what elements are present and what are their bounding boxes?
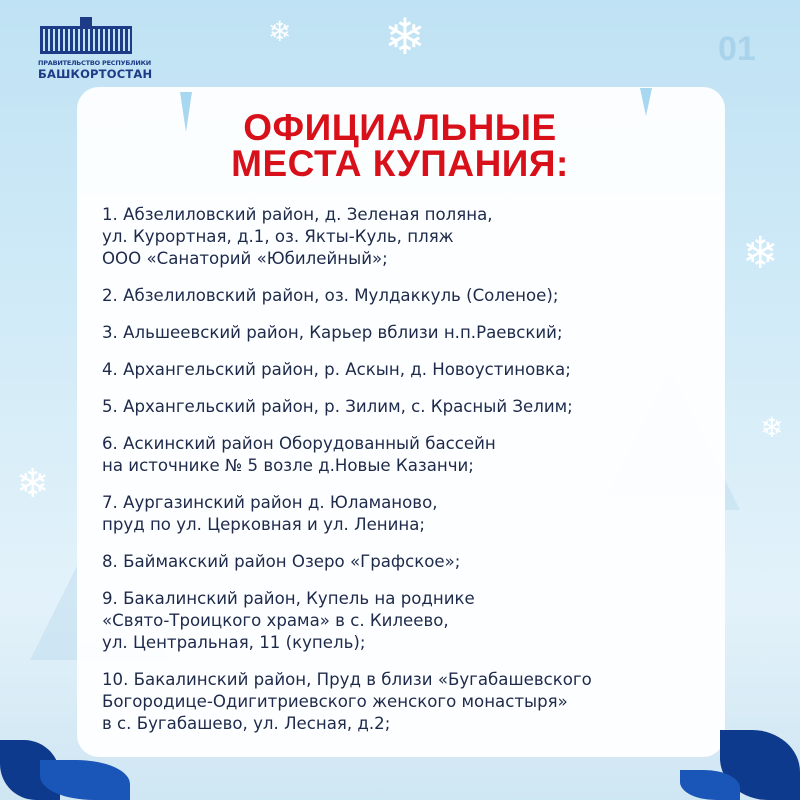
- list-item-line: 2. Абзелиловский район, оз. Мулдаккуль (Соленое);: [102, 286, 559, 305]
- list-item: [102, 359, 592, 381]
- list-item-line: 3. Альшеевский район, Карьер вблизи н.п.Раевский;: [102, 323, 563, 342]
- list-item: [102, 492, 592, 536]
- list-item: [102, 433, 592, 477]
- list-item-line: на источнике № 5 возле д.Новые Казанчи;: [102, 456, 474, 475]
- list-item-line: 7. Аургазинский район д. Юламаново,: [102, 493, 438, 512]
- list-item-line: 9. Бакалинский район, Купель на роднике: [102, 589, 475, 608]
- government-logo: [38, 26, 153, 81]
- bathing-places-list: [102, 204, 592, 750]
- list-item: [102, 588, 592, 654]
- snowflake-icon: ❄: [16, 461, 50, 507]
- title-line: ОФИЦИАЛЬНЫЕ: [243, 107, 557, 148]
- logo-subtitle: ПРАВИТЕЛЬСТВО РЕСПУБЛИКИ: [38, 59, 151, 67]
- page-title: [0, 107, 800, 184]
- list-item-line: ООО «Санаторий «Юбилейный»;: [102, 249, 388, 268]
- list-item-line: 4. Архангельский район, р. Аскын, д. Новоустиновка;: [102, 360, 571, 379]
- list-item-line: в с. Бугабашево, ул. Лесная, д.2;: [102, 714, 391, 733]
- list-item-line: Богородице-Одигитриевского женского монастыря»: [102, 692, 568, 711]
- list-item-line: пруд по ул. Церковная и ул. Ленина;: [102, 515, 426, 534]
- list-item-line: 8. Баймакский район Озеро «Графское»;: [102, 552, 461, 571]
- list-item: [102, 285, 592, 307]
- snowflake-icon: ❄: [760, 411, 784, 444]
- snowflake-icon: ❄: [742, 228, 779, 279]
- list-item: [102, 204, 592, 270]
- list-item-line: ул. Курортная, д.1, оз. Якты-Куль, пляж: [102, 227, 454, 246]
- list-item: [102, 396, 592, 418]
- list-item: [102, 322, 592, 344]
- list-item: [102, 551, 592, 573]
- list-item-line: «Свято-Троицкого храма» в с. Килеево,: [102, 611, 449, 630]
- list-item-line: 5. Архангельский район, р. Зилим, с. Красный Зелим;: [102, 397, 573, 416]
- page-number: 01: [718, 30, 756, 68]
- list-item-line: 1. Абзелиловский район, д. Зеленая поляна,: [102, 205, 493, 224]
- list-item-line: 10. Бакалинский район, Пруд в близи «Бугабашевского: [102, 670, 592, 689]
- building-icon: [40, 26, 132, 54]
- list-item-line: ул. Центральная, 11 (купель);: [102, 633, 366, 652]
- logo-title: БАШКОРТОСТАН: [38, 67, 153, 81]
- list-item-line: 6. Аскинский район Оборудованный бассейн: [102, 434, 496, 453]
- title-line: МЕСТА КУПАНИЯ:: [231, 143, 569, 184]
- snowflake-icon: ❄: [268, 15, 292, 48]
- snowflake-icon: ❄: [384, 8, 426, 66]
- list-item: [102, 669, 592, 735]
